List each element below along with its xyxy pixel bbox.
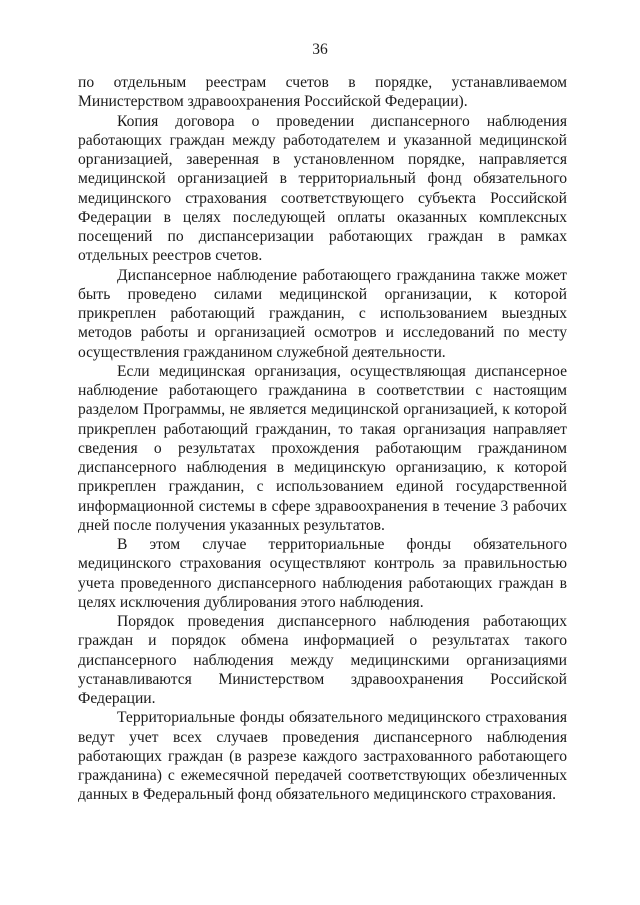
paragraph-contract-copy: Копия договора о проведении диспансерного наблюдения работающих граждан между работодателем и указанной медицинской организацией, заверенная в установленном порядке, направляется медицинской организацией в территориальный фонд обязательного медицинского страхования соответствующего субъекта Российской Федерации в целях последующей оплаты оказанных комплексных посещений по диспансеризации работающих граждан в рамках отдельных реестров счетов.	[78, 112, 567, 265]
paragraph-observation-forces: Диспансерное наблюдение работающего гражданина также может быть проведено силами медицинской организации, к которой прикреплен работающий гражданин, с использованием выездных методов работы и организацией осмотров и исследований по месту осуществления гражданином служебной деятельности.	[78, 266, 567, 361]
page-number: 36	[312, 41, 328, 58]
document-body	[78, 73, 567, 805]
paragraph-procedure: Порядок проведения диспансерного наблюдения работающих граждан и порядок обмена информацией о результатах такого диспансерного наблюдения между медицинскими организациями устанавливаются Министерством здравоохранения Российской Федерации.	[78, 613, 567, 707]
paragraph-results-transfer: Если медицинская организация, осуществляющая диспансерное наблюдение работающего гражданина в соответствии с настоящим разделом Программы, не является медицинской организацией, к которой прикреплен работающий гражданин, то такая организация направляет сведения о результатах прохождения работающим гражданином диспансерного наблюдения в медицинскую организацию, к которой прикреплен гражданин, с использованием единой государственной информационной системы в сфере здравоохранения в течение 3 рабочих дней после получения указанных результатов.	[78, 362, 567, 534]
paragraph-accounting: Территориальные фонды обязательного медицинского страхования ведут учет всех случаев проведения диспансерного наблюдения работающих граждан (в разрезе каждого застрахованного работающего гражданина) с ежемесячной передачей соответствующих обезличенных данных в Федеральный фонд обязательного медицинского страхования.	[78, 709, 567, 804]
paragraph-funds-control: В этом случае территориальные фонды обязательного медицинского страхования осуществляют контроль за правильностью учета проведенного диспансерного наблюдения работающих граждан в целях исключения дублирования этого наблюдения.	[78, 536, 567, 611]
paragraph-continuation: по отдельным реестрам счетов в порядке, устанавливаемом Министерством здравоохранения Российской Федерации).	[78, 74, 567, 111]
